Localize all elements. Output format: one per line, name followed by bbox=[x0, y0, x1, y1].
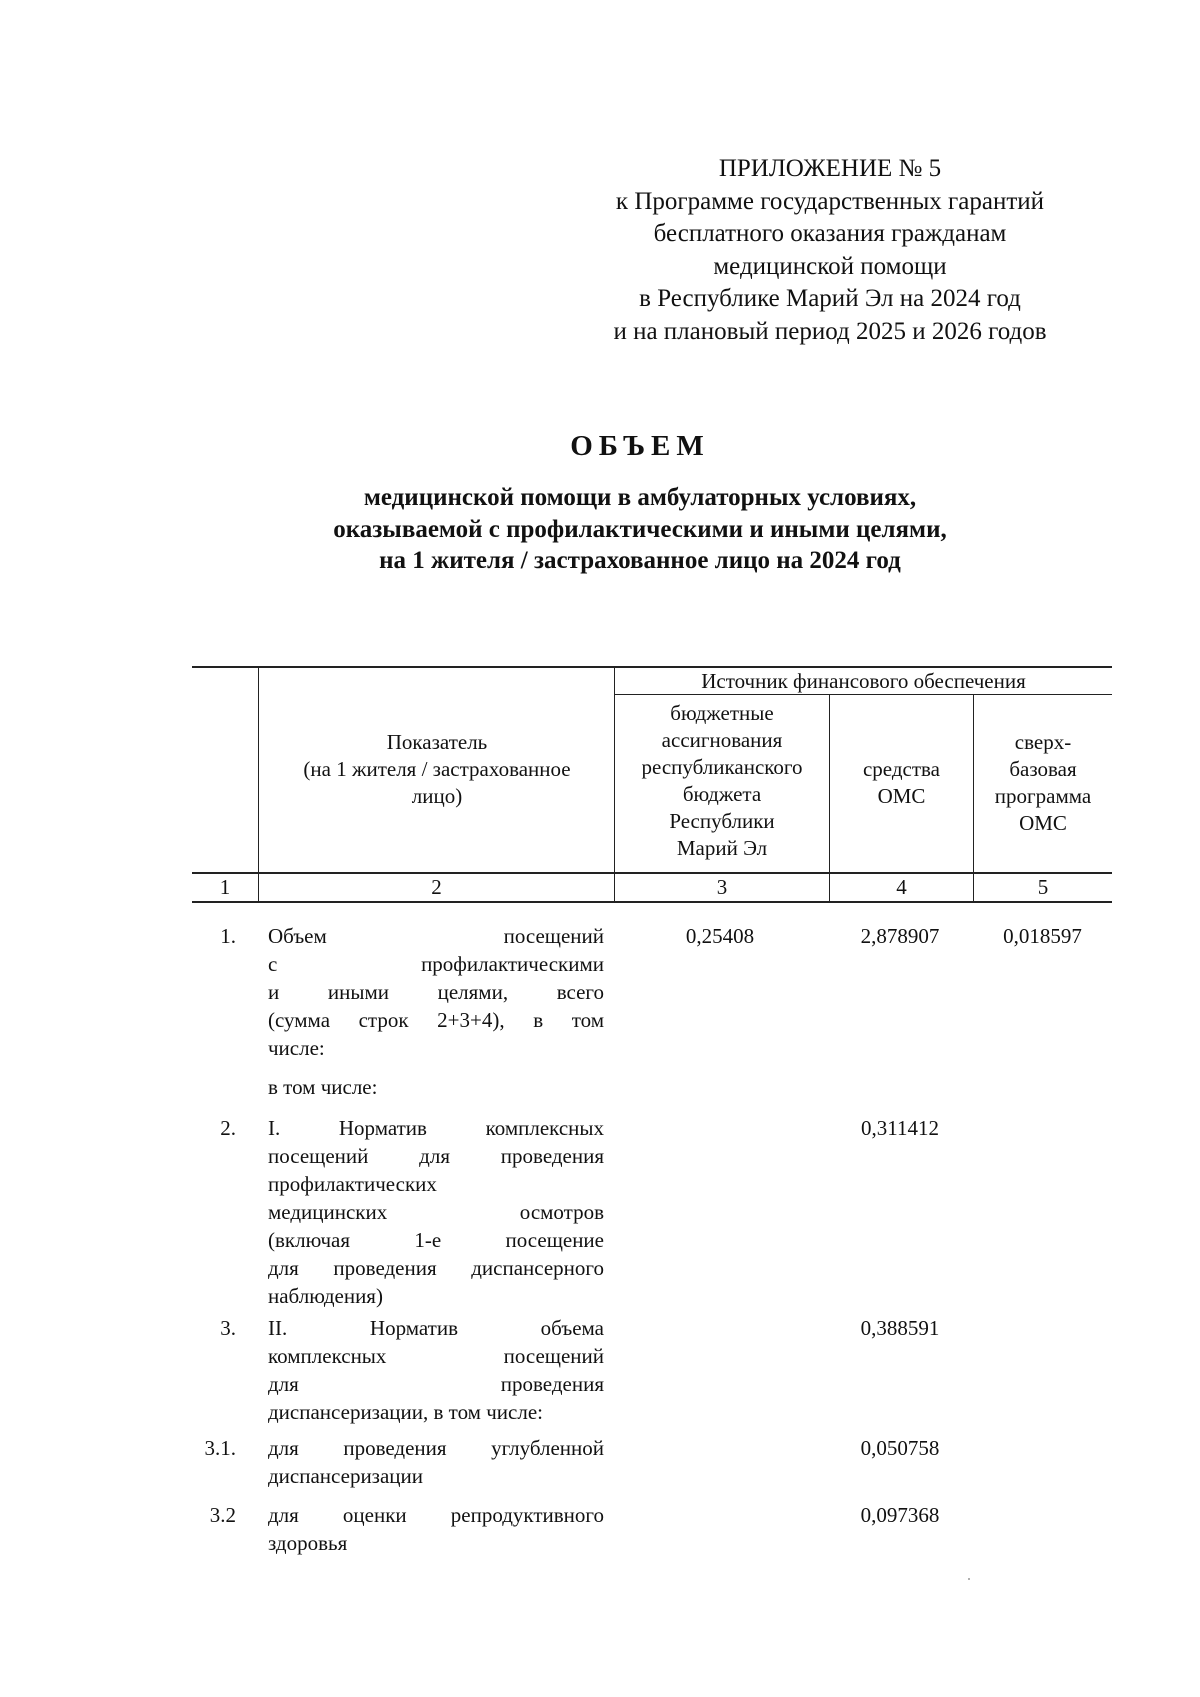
column-number: 1 bbox=[219, 875, 231, 899]
row-indicator-line: числе: bbox=[268, 1036, 325, 1060]
header-bottom-rule bbox=[192, 901, 1112, 903]
row-indicator-line: (сумма строк 2+3+4), в том bbox=[268, 1008, 604, 1032]
scan-speck bbox=[968, 1578, 970, 1580]
row-indicator-line: для проведения углубленной bbox=[268, 1436, 604, 1460]
header-divider bbox=[258, 666, 259, 903]
row-value-oms: 0,050758 bbox=[860, 1436, 940, 1460]
row-indicator-line: диспансеризации, в том числе: bbox=[268, 1400, 543, 1424]
header-indicator-line: Показатель bbox=[386, 730, 488, 754]
header-col5-line: базовая bbox=[1009, 757, 1077, 781]
column-number: 4 bbox=[896, 875, 907, 899]
header-col3-line: ассигнования bbox=[661, 728, 783, 752]
appendix-line: к Программе государственных гарантий bbox=[615, 187, 1045, 215]
row-indicator bbox=[268, 1314, 604, 1426]
subtitle-line: медицинской помощи в амбулаторных условиях, bbox=[363, 484, 917, 511]
row-indicator bbox=[268, 922, 604, 1062]
row-number: 2. bbox=[220, 1116, 236, 1140]
header-col4 bbox=[830, 756, 973, 810]
row-indicator-line: с профилактическими bbox=[268, 952, 604, 976]
column-number: 5 bbox=[1037, 875, 1049, 899]
row-indicator-line: для оценки репродуктивного bbox=[268, 1503, 604, 1527]
row-value-oms: 0,388591 bbox=[860, 1316, 940, 1340]
document-subtitle bbox=[0, 482, 1200, 577]
row-indicator-line: II. Норматив объема bbox=[268, 1316, 604, 1340]
header-col5-line: сверх- bbox=[1014, 730, 1072, 754]
appendix-line: медицинской помощи bbox=[713, 252, 947, 280]
row-value-budget: 0,25408 bbox=[685, 924, 755, 948]
row-value-oms: 2,878907 bbox=[860, 924, 940, 948]
subtitle-line: на 1 жителя / застрахованное лицо на 2024 год bbox=[379, 547, 901, 574]
row-value-oms: 0,097368 bbox=[860, 1503, 940, 1527]
row-indicator-line: для проведения диспансерного bbox=[268, 1256, 604, 1280]
row-number: 3.1. bbox=[204, 1436, 236, 1460]
header-col5-line: ОМС bbox=[1019, 811, 1067, 835]
row-indicator-line: для проведения bbox=[268, 1372, 604, 1396]
row-indicator bbox=[268, 1434, 604, 1490]
header-col3-line: Республики bbox=[669, 809, 775, 833]
row-indicator bbox=[268, 1501, 604, 1557]
header-col3-line: Марий Эл bbox=[676, 836, 768, 860]
row-indicator-line: наблюдения) bbox=[268, 1284, 383, 1308]
appendix-line: бесплатного оказания гражданам bbox=[653, 220, 1007, 247]
row-value-above-base: 0,018597 bbox=[1003, 924, 1082, 948]
subtitle-line: оказываемой с профилактическими и иными целями, bbox=[333, 515, 947, 543]
row-number: 1. bbox=[220, 924, 236, 948]
row-value-oms: 0,311412 bbox=[861, 1116, 939, 1140]
appendix-line: и на плановый период 2025 и 2026 годов bbox=[613, 317, 1047, 345]
row-indicator-line: (включая 1-е посещение bbox=[268, 1228, 604, 1252]
appendix-line: ПРИЛОЖЕНИЕ № 5 bbox=[718, 155, 942, 182]
header-col3-line: бюджета bbox=[682, 782, 762, 806]
header-col5-line: программа bbox=[994, 784, 1092, 808]
header-col4-line: средства bbox=[862, 757, 940, 781]
header-source-group: Источник финансового обеспечения bbox=[701, 669, 1026, 693]
row-indicator bbox=[268, 1114, 604, 1310]
column-number: 3 bbox=[716, 875, 728, 899]
row-indicator-line: в том числе: bbox=[268, 1075, 378, 1099]
header-col3-line: бюджетные bbox=[670, 701, 774, 725]
row-indicator-line: Объем посещений bbox=[268, 924, 604, 948]
row-indicator-line: медицинских осмотров bbox=[268, 1200, 604, 1224]
appendix-block bbox=[560, 153, 1100, 348]
appendix-line: в Республике Марий Эл на 2024 год bbox=[639, 285, 1021, 312]
header-col3 bbox=[615, 700, 829, 862]
header-col5 bbox=[974, 729, 1112, 837]
column-number: 2 bbox=[431, 875, 442, 899]
header-col3-line: республиканского bbox=[641, 755, 803, 779]
row-number: 3.2 bbox=[209, 1503, 236, 1527]
header-middle-rule bbox=[192, 872, 1112, 874]
row-indicator-line: здоровья bbox=[268, 1531, 348, 1555]
document-title: ОБЪЕМ bbox=[570, 430, 710, 462]
header-indicator bbox=[262, 729, 612, 810]
row-indicator-line: I. Норматив комплексных bbox=[268, 1116, 604, 1140]
row-number: 3. bbox=[220, 1316, 236, 1340]
header-indicator-line: (на 1 жителя / застрахованное bbox=[303, 757, 571, 781]
header-indicator-line: лицо) bbox=[411, 784, 463, 808]
row-indicator bbox=[268, 1073, 604, 1101]
row-indicator-line: комплексных посещений bbox=[268, 1344, 604, 1368]
header-col4-line: ОМС bbox=[877, 784, 926, 808]
row-indicator-line: профилактических bbox=[268, 1172, 437, 1196]
row-indicator-line: посещений для проведения bbox=[268, 1144, 604, 1168]
row-indicator-line: диспансеризации bbox=[268, 1464, 424, 1488]
row-indicator-line: и иными целями, всего bbox=[268, 980, 604, 1004]
